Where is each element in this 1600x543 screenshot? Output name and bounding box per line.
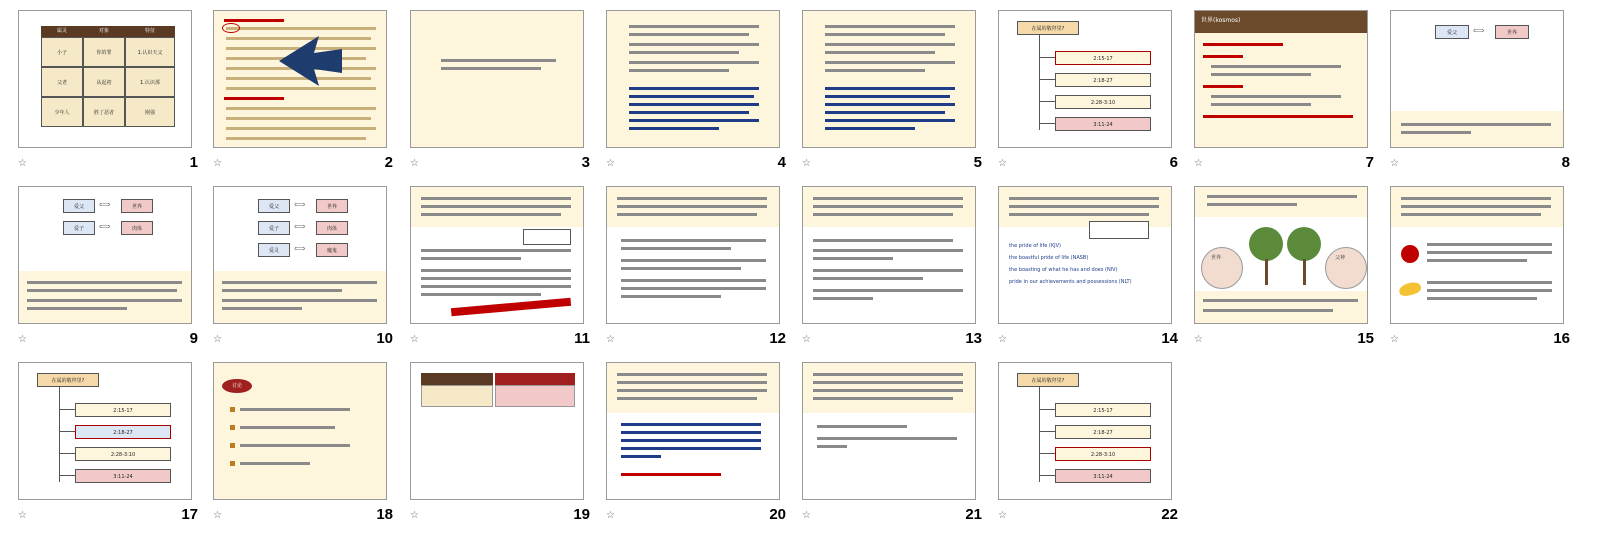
star-icon: ☆ [998, 158, 1007, 169]
diagram-node: 世界 [121, 199, 153, 213]
slide-thumb-4[interactable] [606, 10, 790, 175]
slide-21[interactable] [802, 362, 976, 500]
double-arrow-icon: ⟺ [1473, 26, 1485, 35]
slide-8[interactable] [1390, 10, 1564, 148]
slide-1[interactable] [18, 10, 192, 148]
circle-node [1325, 247, 1367, 289]
star-icon: ☆ [802, 158, 811, 169]
slide-thumb-12[interactable] [606, 186, 790, 351]
slide-22[interactable] [998, 362, 1172, 500]
diagram-title: 在属的敬拜里? [1017, 373, 1079, 387]
diagram-title: 在属的敬拜里? [37, 373, 99, 387]
table-cell: 你的罪 [83, 37, 125, 67]
star-icon: ☆ [213, 334, 222, 345]
slide-9[interactable] [18, 186, 192, 324]
slide-number: 22 [1161, 506, 1178, 523]
slide-20[interactable] [606, 362, 780, 500]
diagram-node: 世界 [316, 199, 348, 213]
slide-2[interactable] [213, 10, 387, 148]
diagram-node: 世界 [1495, 25, 1529, 39]
slide-number: 16 [1553, 330, 1570, 347]
star-icon: ☆ [1194, 334, 1203, 345]
banana-icon [1398, 280, 1422, 297]
slide-thumb-16[interactable] [1390, 186, 1574, 351]
double-arrow-icon: ⟺ [294, 200, 306, 209]
circle-node [1201, 247, 1243, 289]
slide-thumb-9[interactable] [18, 186, 202, 351]
slide-16[interactable] [1390, 186, 1564, 324]
diagram-node: 2:15-17 [1055, 403, 1151, 417]
diagram-node: 2:15-17 [1055, 51, 1151, 65]
star-icon: ☆ [606, 158, 615, 169]
diagram-node: 2:18-27 [75, 425, 171, 439]
slide-13[interactable] [802, 186, 976, 324]
slide-17[interactable] [18, 362, 192, 500]
discussion-badge: 讨论 [222, 379, 252, 393]
version-line: the pride of life (KJV) [1009, 243, 1061, 249]
slide-thumb-17[interactable] [18, 362, 202, 527]
slide-18[interactable] [213, 362, 387, 500]
slide-number: 10 [376, 330, 393, 347]
slide-thumb-22[interactable] [998, 362, 1182, 527]
diagram-node: 爱父 [63, 199, 95, 213]
slide-thumb-6[interactable] [998, 10, 1182, 175]
version-line: the boasting of what he has and does (NIV) [1009, 267, 1118, 273]
slide-thumb-10[interactable] [213, 186, 397, 351]
table-header: 属灵 [41, 26, 83, 37]
slide-15[interactable] [1194, 186, 1368, 324]
slide-number: 13 [965, 330, 982, 347]
slide-number: 20 [769, 506, 786, 523]
slide-5[interactable] [802, 10, 976, 148]
slide-number: 17 [181, 506, 198, 523]
diagram-node: 3:11-24 [75, 469, 171, 483]
slide-number: 9 [189, 330, 198, 347]
slide-number: 21 [965, 506, 982, 523]
slide-4[interactable] [606, 10, 780, 148]
slide-10[interactable] [213, 186, 387, 324]
star-icon: ☆ [998, 510, 1007, 521]
double-arrow-icon: ⟺ [294, 222, 306, 231]
diagram-node: 爱子 [63, 221, 95, 235]
star-icon: ☆ [410, 158, 419, 169]
slide-number: 18 [376, 506, 393, 523]
slide-title: 世界(kosmos) [1201, 17, 1241, 24]
circle-label: 父神 [1335, 255, 1346, 261]
slide-number: 11 [574, 330, 590, 347]
slide-thumb-3[interactable] [410, 10, 594, 175]
star-icon: ☆ [213, 510, 222, 521]
slide-number: 14 [1161, 330, 1178, 347]
diagram-node: 爱父 [258, 199, 290, 213]
slide-7[interactable] [1194, 10, 1368, 148]
slide-19[interactable] [410, 362, 584, 500]
diagram-node: 肉体 [316, 221, 348, 235]
diagram-node: 爱父 [1435, 25, 1469, 39]
slide-thumb-18[interactable] [213, 362, 397, 527]
circle-label: 世界 [1211, 255, 1222, 261]
table-cell: 刚强 [125, 97, 175, 127]
slide-thumb-8[interactable] [1390, 10, 1574, 175]
table-cell: 少年人 [41, 97, 83, 127]
table-header: 特征 [125, 26, 175, 37]
table-cell: 父老 [41, 67, 83, 97]
double-arrow-icon: ⟺ [99, 200, 111, 209]
slide-number: 2 [384, 154, 393, 171]
callout-box [1089, 221, 1149, 239]
table-cell: 从起初 [83, 67, 125, 97]
slide-number: 19 [573, 506, 590, 523]
star-icon: ☆ [410, 510, 419, 521]
slide-thumb-13[interactable] [802, 186, 986, 351]
star-icon: ☆ [606, 510, 615, 521]
diagram-node: 2:28-3:10 [1055, 447, 1151, 461]
slide-6[interactable] [998, 10, 1172, 148]
slide-thumb-19[interactable] [410, 362, 594, 527]
diagram-node: 3:11-24 [1055, 117, 1151, 131]
slide-thumb-5[interactable] [802, 10, 986, 175]
star-icon: ☆ [802, 510, 811, 521]
diagram-node: 肉体 [121, 221, 153, 235]
slide-number: 5 [973, 154, 982, 171]
version-line: pride in our achievements and possessions (NLT) [1009, 279, 1132, 285]
star-icon: ☆ [1194, 158, 1203, 169]
table-cell: 胜了恶者 [83, 97, 125, 127]
table-cell: 小子 [41, 37, 83, 67]
slide-thumb-1[interactable] [18, 10, 202, 175]
star-icon: ☆ [213, 158, 222, 169]
slide-thumb-20[interactable] [606, 362, 790, 527]
diagram-node: 2:18-27 [1055, 73, 1151, 87]
table-cell: 1.认识那 [125, 67, 175, 97]
table-header: 对象 [83, 26, 125, 37]
version-line: the boastful pride of life (NASB) [1009, 255, 1089, 261]
slide-14[interactable] [998, 186, 1172, 324]
slide-number: 3 [581, 154, 590, 171]
slide-thumb-2[interactable] [213, 10, 397, 175]
slide-thumb-11[interactable] [410, 186, 594, 351]
star-icon: ☆ [18, 510, 27, 521]
star-icon: ☆ [802, 334, 811, 345]
double-arrow-icon: ⟺ [294, 244, 306, 253]
slide-number: 8 [1561, 154, 1570, 171]
diagram-title: 在属的敬拜里? [1017, 21, 1079, 35]
diagram-node: 爱子 [258, 221, 290, 235]
diagram-node: 2:28-3:10 [1055, 95, 1151, 109]
slide-11[interactable] [410, 186, 584, 324]
slide-thumb-21[interactable] [802, 362, 986, 527]
slide-number: 6 [1169, 154, 1178, 171]
star-icon: ☆ [1390, 158, 1399, 169]
slide-number: 7 [1365, 154, 1374, 171]
slide-thumb-15[interactable] [1194, 186, 1378, 351]
diagram-node: 2:28-3:10 [75, 447, 171, 461]
slide-number: 4 [777, 154, 786, 171]
slide-number: 12 [769, 330, 786, 347]
diagram-node: 2:18-27 [1055, 425, 1151, 439]
slide-number: 15 [1357, 330, 1374, 347]
arrow-graphic [274, 31, 344, 91]
apple-icon [1401, 245, 1419, 263]
star-icon: ☆ [18, 158, 27, 169]
callout-box [523, 229, 571, 245]
slide-12[interactable] [606, 186, 780, 324]
slide-number: 1 [189, 154, 198, 171]
diagram-node: 魔鬼 [316, 243, 348, 257]
star-icon: ☆ [18, 334, 27, 345]
star-icon: ☆ [606, 334, 615, 345]
star-icon: ☆ [410, 334, 419, 345]
slide-thumb-7[interactable] [1194, 10, 1378, 175]
table-cell: 1.认识天父 [125, 37, 175, 67]
diagram-node: 2:15-17 [75, 403, 171, 417]
slide-3[interactable] [410, 10, 584, 148]
double-arrow-icon: ⟺ [99, 222, 111, 231]
slide-thumb-14[interactable] [998, 186, 1182, 351]
diagram-node: 3:11-24 [1055, 469, 1151, 483]
star-icon: ☆ [1390, 334, 1399, 345]
star-icon: ☆ [998, 334, 1007, 345]
diagram-node: 爱灵 [258, 243, 290, 257]
